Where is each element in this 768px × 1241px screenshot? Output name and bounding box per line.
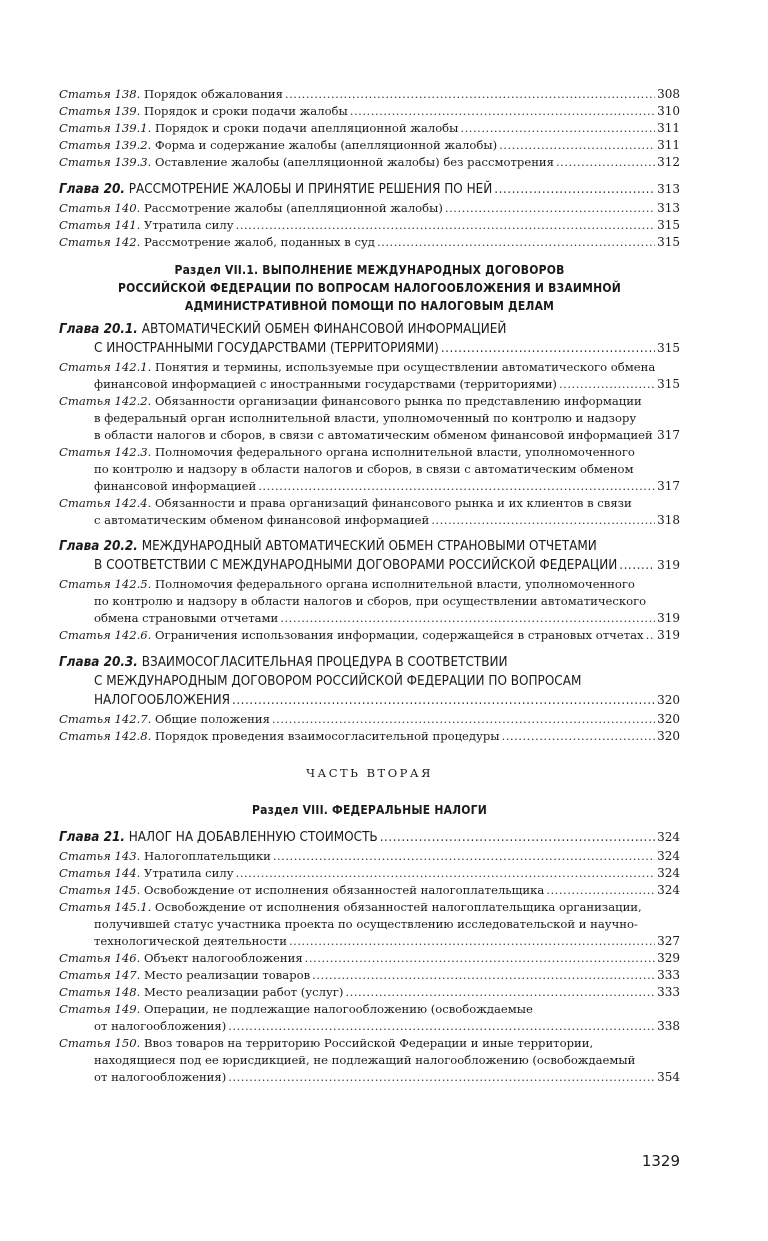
part-heading: ЧАСТЬ ВТОРАЯ [306,766,433,780]
toc-label: Статья 147. [59,968,141,982]
toc-page-number: 317 [657,479,680,493]
toc-page-number: 313 [657,182,680,196]
toc-group [59,537,680,644]
toc-article [59,882,680,899]
toc-text: Обязанности и права организаций финансового рынка и их клиентов в связи [155,496,632,510]
toc-text: Ограничения использования информации, содержащейся в страновых отчетах [155,628,644,642]
toc-line [59,339,680,358]
toc-text: по контролю и надзору в области налогов и сборов, при осуществлении автоматического [94,594,647,608]
toc-line [59,495,680,512]
toc-text: Рассмотрение жалоб, поданных в суд [143,235,375,249]
leader-dots [236,217,656,234]
leader-dots [502,728,656,745]
toc-chapter [59,537,680,575]
toc-line [59,950,680,967]
toc-article [59,950,680,967]
toc-text: Общие положения [155,712,270,726]
toc-text: от налогообложения) [94,1070,227,1084]
section-heading-line: РОССИЙСКОЙ ФЕДЕРАЦИИ ПО ВОПРОСАМ НАЛОГООБЛОЖЕНИЯ И ВЗАИМНОЙ [118,281,621,295]
toc-label: Статья 142.8. [59,729,152,743]
toc-label: Статья 142.7. [59,712,152,726]
leader-dots [431,512,655,529]
toc-line [59,410,680,427]
toc-line [59,478,680,495]
toc-article [59,359,680,393]
toc-line [59,200,680,217]
toc-page-number: 319 [657,611,680,625]
toc-text: С МЕЖДУНАРОДНЫМ ДОГОВОРОМ РОССИЙСКОЙ ФЕДЕРАЦИИ ПО ВОПРОСАМ [94,674,582,689]
toc-line [59,899,680,916]
toc-text: Порядок проведения взаимосогласительной процедуры [155,729,500,743]
toc-line [59,691,680,710]
toc-article [59,217,680,234]
toc-line [59,593,680,610]
toc-article [59,899,680,950]
toc-line [59,653,680,672]
leader-dots [305,950,655,967]
toc-label: Статья 139. [59,104,141,118]
toc-article [59,393,680,444]
toc-text: по контролю и надзору в области налогов и сборов, в связи с автоматическим обменом [94,462,634,476]
toc-page-number: 324 [657,866,680,880]
toc-page-number: 312 [657,155,680,169]
toc-line [59,537,680,556]
toc-text: Порядок обжалования [143,87,283,101]
toc-article [59,984,680,1001]
toc-text: Утратила силу [143,866,234,880]
toc-group [59,828,680,1086]
toc-page-number: 333 [657,968,680,982]
leader-dots [380,828,655,847]
toc-text: в федеральный орган исполнительной власти, уполномоченный по контролю и надзору [94,411,637,425]
toc-text: финансовой информацией с иностранными государствами (территориями) [94,377,557,391]
toc-text: Форма и содержание жалобы (апелляционной жалобы) [155,138,498,152]
toc-line [59,672,680,691]
toc-label: Статья 142.4. [59,496,152,510]
leader-dots [460,120,655,137]
toc-label: Статья 139.3. [59,155,152,169]
toc-line [59,1069,680,1086]
toc-label: Статья 146. [59,951,141,965]
leader-dots [494,180,655,199]
toc-line [59,320,680,339]
toc-text: Полномочия федерального органа исполнительной власти, уполномоченного [155,577,635,591]
toc-article [59,200,680,217]
leader-dots [499,137,655,154]
leader-dots [556,154,655,171]
toc-line [59,180,680,199]
toc-article [59,495,680,529]
toc-label: Статья 139.2. [59,138,152,152]
table-of-contents [59,86,680,1086]
toc-line [59,848,680,865]
leader-dots [272,711,655,728]
toc-label: Глава 20.2. [59,539,138,554]
toc-text: НАЛОГ НА ДОБАВЛЕННУЮ СТОИМОСТЬ [128,830,378,845]
toc-article [59,865,680,882]
toc-line [59,427,680,444]
toc-text: В СООТВЕТСТВИИ С МЕЖДУНАРОДНЫМИ ДОГОВОРАМИ РОССИЙСКОЙ ФЕДЕРАЦИИ [94,558,618,573]
toc-label: Глава 20.3. [59,655,138,670]
toc-text: Освобождение от исполнения обязанностей налогоплательщика [143,883,545,897]
toc-text: ВЗАИМОСОГЛАСИТЕЛЬНАЯ ПРОЦЕДУРА В СООТВЕТСТВИИ [141,655,508,670]
toc-group [59,320,680,529]
toc-text: в области налогов и сборов, в связи с автоматическим обменом финансовой информацией [94,428,653,442]
toc-text: Место реализации работ (услуг) [143,985,344,999]
leader-dots [280,610,655,627]
toc-article [59,967,680,984]
toc-line [59,556,680,575]
toc-text: Объект налогообложения [143,951,303,965]
toc-label: Статья 139.1. [59,121,152,135]
toc-text: С ИНОСТРАННЫМИ ГОСУДАРСТВАМИ (ТЕРРИТОРИЯМИ) [94,341,439,356]
toc-article [59,711,680,728]
toc-page-number: 324 [657,883,680,897]
toc-label: Глава 21. [59,830,125,845]
toc-label: Глава 20.1. [59,322,138,337]
leader-dots [228,1069,655,1086]
leader-dots [619,556,655,575]
toc-label: Статья 148. [59,985,141,999]
leader-dots [312,967,655,984]
toc-label: Глава 20. [59,182,125,197]
toc-page-number: 315 [657,377,680,391]
leader-dots [350,103,655,120]
toc-chapter [59,180,680,199]
toc-line [59,512,680,529]
toc-label: Статья 142.6. [59,628,152,642]
toc-article [59,103,680,120]
toc-label: Статья 144. [59,866,141,880]
toc-article [59,120,680,137]
toc-page-number: 327 [657,934,680,948]
toc-line [59,444,680,461]
toc-line [59,984,680,1001]
toc-text: Оставление жалобы (апелляционной жалобы) без рассмотрения [155,155,554,169]
leader-dots [646,627,656,644]
toc-text: находящиеся под ее юрисдикцией, не подлежащий налогообложению (освобождаемый [94,1053,636,1067]
leader-dots [285,86,655,103]
toc-article [59,86,680,103]
toc-article [59,444,680,495]
leader-dots [236,865,656,882]
toc-line [59,1018,680,1035]
toc-label: Статья 145. [59,883,141,897]
toc-page-number: 313 [657,201,680,215]
toc-label: Статья 138. [59,87,141,101]
toc-group [59,86,680,171]
toc-page-number: 329 [657,951,680,965]
toc-line [59,1035,680,1052]
leader-dots [345,984,655,1001]
toc-page-number: 317 [657,428,680,442]
toc-group [59,653,680,745]
leader-dots [273,848,655,865]
toc-page-number: 318 [657,513,680,527]
toc-text: Налогоплательщики [143,849,271,863]
toc-label: Статья 150. [59,1036,141,1050]
toc-text: Ввоз товаров на территорию Российской Федерации и иные территории, [143,1036,594,1050]
toc-line [59,916,680,933]
toc-article [59,234,680,251]
toc-text: АВТОМАТИЧЕСКИЙ ОБМЕН ФИНАНСОВОЙ ИНФОРМАЦИЕЙ [141,322,507,337]
toc-line [59,154,680,171]
toc-page-number: 319 [657,558,680,572]
toc-label: Статья 149. [59,1002,141,1016]
toc-label: Статья 142.2. [59,394,152,408]
toc-page-number: 319 [657,628,680,642]
toc-label: Статья 141. [59,218,141,232]
leader-dots [377,234,655,251]
toc-text: с автоматическим обменом финансовой информацией [94,513,430,527]
toc-text: финансовой информацией [94,479,257,493]
section-heading-line: Раздел VIII. ФЕДЕРАЛЬНЫЕ НАЛОГИ [252,803,487,817]
toc-page-number: 315 [657,218,680,232]
toc-line [59,828,680,847]
toc-line [59,627,680,644]
toc-chapter [59,828,680,847]
toc-text: технологической деятельности [94,934,287,948]
toc-page-number: 333 [657,985,680,999]
toc-label: Статья 142. [59,235,141,249]
toc-line [59,376,680,393]
toc-page-number: 324 [657,830,680,844]
toc-article [59,1035,680,1086]
toc-line [59,137,680,154]
page-number: 1329 [641,1152,680,1170]
toc-line [59,393,680,410]
toc-line [59,576,680,593]
toc-line [59,728,680,745]
toc-page-number: 315 [657,341,680,355]
toc-group [59,180,680,251]
toc-text: РАССМОТРЕНИЕ ЖАЛОБЫ И ПРИНЯТИЕ РЕШЕНИЯ ПО НЕЙ [128,182,493,197]
leader-dots [559,376,655,393]
toc-label: Статья 145.1. [59,900,152,914]
toc-line [59,120,680,137]
toc-article [59,137,680,154]
toc-line [59,86,680,103]
toc-text: Полномочия федерального органа исполнительной власти, уполномоченного [155,445,635,459]
toc-text: Место реализации товаров [143,968,311,982]
toc-line [59,217,680,234]
toc-page-number: 338 [657,1019,680,1033]
toc-page-number: 320 [657,729,680,743]
section-heading-line: АДМИНИСТРАТИВНОЙ ПОМОЩИ ПО НАЛОГОВЫМ ДЕЛАМ [184,299,555,313]
toc-text: Порядок и сроки подачи жалобы [143,104,348,118]
toc-article [59,576,680,627]
toc-label: Статья 140. [59,201,141,215]
section-heading [59,801,680,819]
toc-chapter [59,653,680,710]
toc-line [59,882,680,899]
toc-text: Рассмотрение жалобы (апелляционной жалобы) [143,201,443,215]
toc-page-number: 308 [657,87,680,101]
toc-line [59,1052,680,1069]
toc-page-number: 354 [657,1070,680,1084]
leader-dots [289,933,655,950]
toc-text: Понятия и термины, используемые при осуществлении автоматического обмена [155,360,656,374]
toc-line [59,933,680,950]
leader-dots [546,882,655,899]
toc-label: Статья 142.1. [59,360,152,374]
toc-line [59,1001,680,1018]
toc-text: от налогообложения) [94,1019,227,1033]
section-heading [59,261,680,315]
toc-chapter [59,320,680,358]
toc-text: Порядок и сроки подачи апелляционной жалобы [155,121,459,135]
toc-text: Утратила силу [143,218,234,232]
toc-line [59,610,680,627]
leader-dots [228,1018,655,1035]
toc-page-number: 320 [657,712,680,726]
toc-page-number: 315 [657,235,680,249]
toc-line [59,865,680,882]
toc-label: Статья 143. [59,849,141,863]
leader-dots [445,200,655,217]
toc-text: получившей статус участника проекта по осуществлению исследовательской и научно- [94,917,638,931]
toc-article [59,1001,680,1035]
toc-line [59,461,680,478]
leader-dots [258,478,655,495]
toc-article [59,848,680,865]
toc-text: НАЛОГООБЛОЖЕНИЯ [94,693,230,708]
toc-text: обмена страновыми отчетами [94,611,279,625]
toc-text: Операции, не подлежащие налогообложению (освобождаемые [143,1002,533,1016]
toc-page-number: 311 [657,121,680,135]
toc-article [59,728,680,745]
toc-page-number: 311 [657,138,680,152]
toc-page-number: 320 [657,693,680,707]
toc-page-number: 310 [657,104,680,118]
toc-line [59,103,680,120]
toc-text: МЕЖДУНАРОДНЫЙ АВТОМАТИЧЕСКИЙ ОБМЕН СТРАНОВЫМИ ОТЧЕТАМИ [141,539,597,554]
leader-dots [232,691,655,710]
toc-line [59,234,680,251]
toc-article [59,154,680,171]
leader-dots [441,339,655,358]
toc-text: Освобождение от исполнения обязанностей налогоплательщика организации, [155,900,642,914]
toc-line [59,711,680,728]
toc-article [59,627,680,644]
toc-label: Статья 142.3. [59,445,152,459]
toc-line [59,359,680,376]
toc-text: Обязанности организации финансового рынка по представлению информации [155,394,642,408]
section-heading-line: Раздел VII.1. ВЫПОЛНЕНИЕ МЕЖДУНАРОДНЫХ ДОГОВОРОВ [174,263,565,277]
toc-line [59,967,680,984]
toc-page-number: 324 [657,849,680,863]
toc-label: Статья 142.5. [59,577,152,591]
